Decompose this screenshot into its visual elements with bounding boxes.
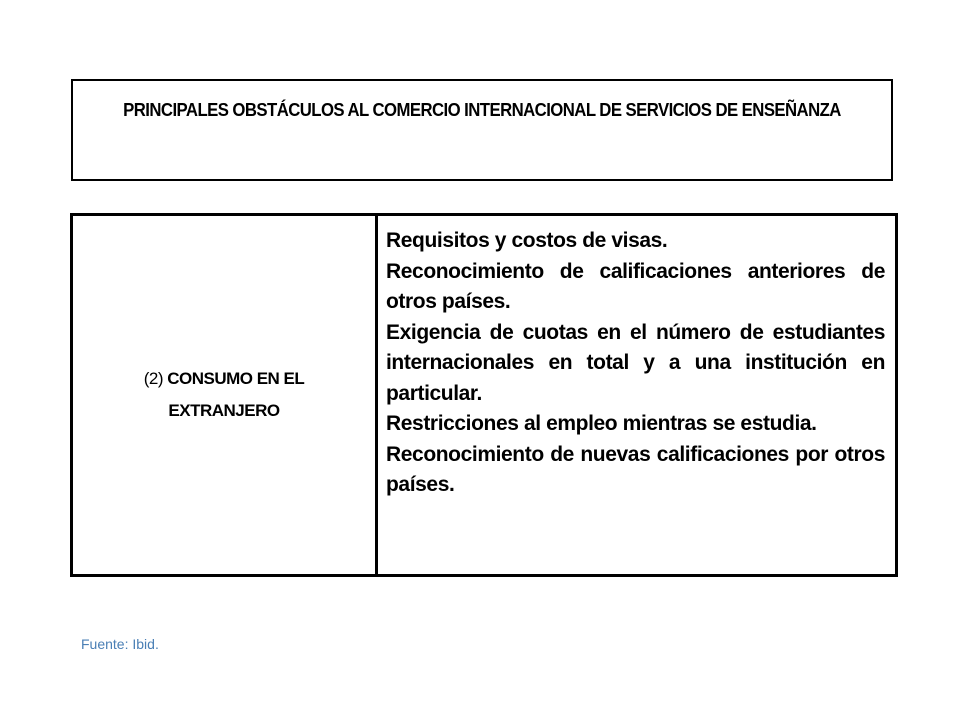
obstacles-table [70,213,898,577]
mode-number: (2) [143,369,163,388]
list-item: Requisitos y costos de visas. [386,229,668,252]
table-row [72,215,897,576]
list-item: Exigencia de cuotas en el número de estudiantes internacionales en total y a una institución en particular. [386,320,885,405]
mode-label [73,363,375,427]
page-title: PRINCIPALES OBSTÁCULOS AL COMERCIO INTERNACIONAL DE SERVICIOS DE ENSEÑANZA [123,100,841,120]
obstacles-list [386,226,885,501]
list-item: Reconocimiento de calificaciones anteriores de otros países. [386,259,885,313]
mode-name: CONSUMO EN EL EXTRANJERO [167,369,305,420]
list-item: Restricciones al empleo mientras se estudia. [386,412,817,435]
source-note: Fuente: Ibid. [81,636,159,652]
obstacles-cell [377,215,897,576]
mode-cell [72,215,377,576]
list-item: Reconocimiento de nuevas calificaciones por otros países. [386,442,885,496]
title-box [71,79,893,181]
